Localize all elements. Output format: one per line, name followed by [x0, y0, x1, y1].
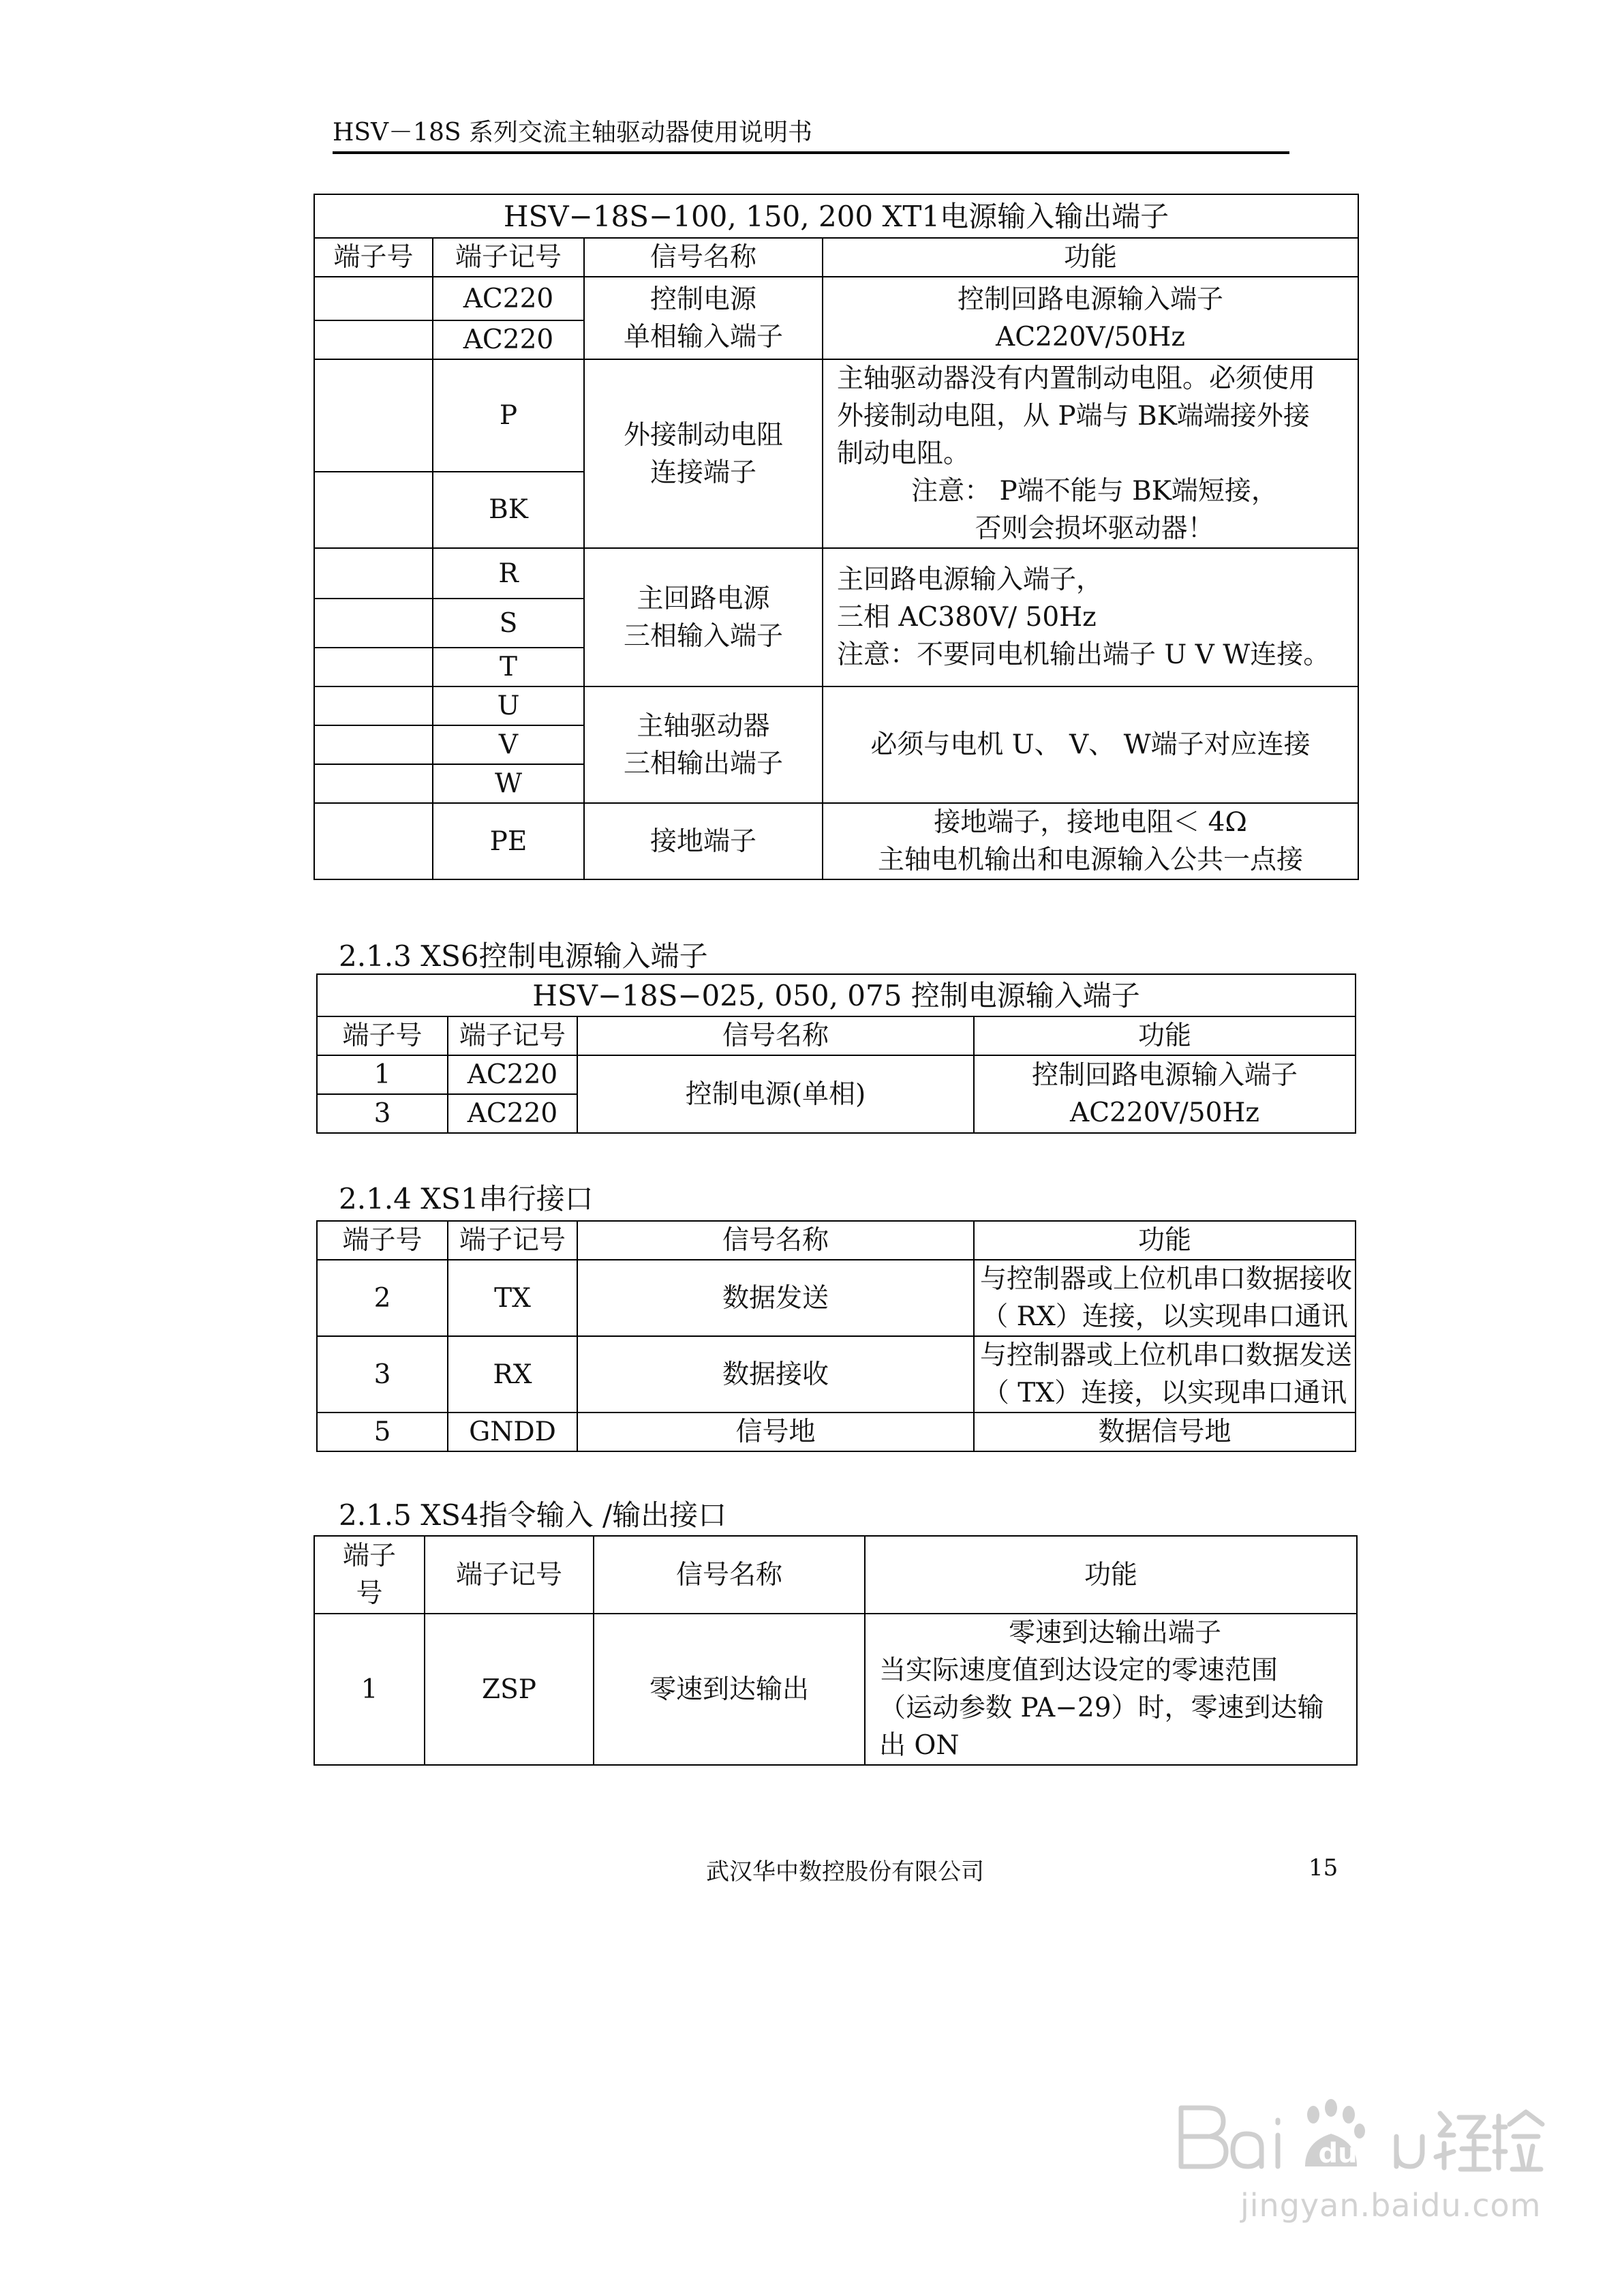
xs1-serial-table — [316, 1220, 1356, 1452]
function-cell: 接地端子，接地电阻＜ 4Ω 主轴电机输出和电源输入公共一点接 — [823, 803, 1358, 879]
terminal-mark-cell: BK — [433, 472, 584, 548]
signal-name-cell: 信号地 — [577, 1413, 974, 1451]
signal-name-cell: 数据发送 — [577, 1260, 974, 1336]
signal-name-cell: 数据接收 — [577, 1336, 974, 1413]
section-title-2-1-5: 2.1.5 XS4指令输入 /输出接口 — [339, 1498, 727, 1532]
terminal-number-cell — [314, 725, 433, 764]
column-header: 信号名称 — [584, 238, 823, 277]
terminal-mark-cell: T — [433, 648, 584, 686]
terminal-number-cell: 2 — [317, 1260, 448, 1336]
table-caption: HSV−18S−025, 050, 075 控制电源输入端子 — [317, 974, 1356, 1016]
page-number: 15 — [1309, 1854, 1338, 1882]
terminal-number-cell — [314, 648, 433, 686]
signal-name-cell: 零速到达输出 — [594, 1614, 865, 1765]
terminal-mark-cell: P — [433, 359, 584, 472]
terminal-mark-cell: TX — [448, 1260, 577, 1336]
column-header: 功能 — [974, 1016, 1356, 1055]
signal-name-cell: 主轴驱动器 三相输出端子 — [584, 686, 823, 803]
column-header: 信号名称 — [594, 1536, 865, 1614]
xs4-io-table — [313, 1535, 1358, 1766]
signal-name-cell: 控制电源 单相输入端子 — [584, 277, 823, 359]
column-header: 端子号 — [317, 1221, 448, 1260]
section-title-2-1-4: 2.1.4 XS1串行接口 — [339, 1182, 594, 1215]
terminal-mark-cell: U — [433, 686, 584, 725]
column-header: 端子号 — [317, 1016, 448, 1055]
signal-name-cell: 主回路电源 三相输入端子 — [584, 548, 823, 686]
terminal-mark-cell: RX — [448, 1336, 577, 1413]
terminal-number-cell — [314, 548, 433, 599]
column-header: 端子号 — [314, 1536, 425, 1614]
function-cell: 必须与电机 U、 V、 W端子对应连接 — [823, 686, 1358, 803]
footer-company: 武汉华中数控股份有限公司 — [706, 1858, 984, 1886]
terminal-number-cell: 5 — [317, 1413, 448, 1451]
column-header: 功能 — [865, 1536, 1357, 1614]
watermark-url: jingyan.baidu.com — [1240, 2187, 1542, 2224]
section-title-2-1-3: 2.1.3 XS6控制电源输入端子 — [339, 939, 708, 973]
terminal-mark-cell: ZSP — [425, 1614, 594, 1765]
terminal-number-cell — [314, 472, 433, 548]
column-header: 功能 — [823, 238, 1358, 277]
column-header: 信号名称 — [577, 1016, 974, 1055]
terminal-mark-cell: W — [433, 764, 584, 803]
column-header: 功能 — [974, 1221, 1356, 1260]
terminal-mark-cell: GNDD — [448, 1413, 577, 1451]
function-cell: 控制回路电源输入端子 AC220V/50Hz — [974, 1055, 1356, 1133]
terminal-number-cell — [314, 686, 433, 725]
terminal-mark-cell: S — [433, 599, 584, 648]
signal-name-cell: 外接制动电阻 连接端子 — [584, 359, 823, 548]
terminal-mark-cell: AC220 — [433, 277, 584, 320]
terminal-number-cell: 3 — [317, 1336, 448, 1413]
header-rule — [333, 151, 1289, 154]
signal-name-cell: 接地端子 — [584, 803, 823, 879]
terminal-mark-cell: AC220 — [448, 1055, 577, 1094]
column-header: 信号名称 — [577, 1221, 974, 1260]
terminal-number-cell — [314, 359, 433, 472]
column-header: 端子记号 — [448, 1016, 577, 1055]
function-cell: 与控制器或上位机串口数据接收 （ RX）连接，以实现串口通讯 — [974, 1260, 1356, 1336]
function-cell: 与控制器或上位机串口数据发送 （ TX）连接，以实现串口通讯 — [974, 1336, 1356, 1413]
terminal-mark-cell: AC220 — [433, 320, 584, 359]
baidu-jingyan-watermark-logo — [1169, 2086, 1550, 2181]
terminal-number-cell: 1 — [317, 1055, 448, 1094]
svg-text:du: du — [1318, 2138, 1358, 2169]
function-cell: 主轴驱动器没有内置制动电阻。必须使用 外接制动电阻，从 P端与 BK端端接外接 制动电阻。 注意： P端不能与 BK端短接， 否则会损坏驱动器！ — [823, 359, 1358, 548]
function-cell: 零速到达输出端子 当实际速度值到达设定的零速范围 （运动参数 PA−29）时，零速到达输 出 ON — [865, 1614, 1357, 1765]
column-header: 端子记号 — [433, 238, 584, 277]
terminal-number-cell — [314, 320, 433, 359]
terminal-number-cell — [314, 599, 433, 648]
terminal-number-cell: 3 — [317, 1094, 448, 1133]
terminal-number-cell — [314, 277, 433, 320]
function-cell: 控制回路电源输入端子 AC220V/50Hz — [823, 277, 1358, 359]
terminal-number-cell: 1 — [314, 1614, 425, 1765]
xs6-terminal-table — [316, 973, 1356, 1134]
document-header-title: HSV－18S 系列交流主轴驱动器使用说明书 — [333, 119, 812, 147]
column-header: 端子记号 — [448, 1221, 577, 1260]
function-cell: 数据信号地 — [974, 1413, 1356, 1451]
column-header: 端子号 — [314, 238, 433, 277]
function-cell: 主回路电源输入端子， 三相 AC380V/ 50Hz 注意：不要同电机输出端子 U V W连接。 — [823, 548, 1358, 686]
terminal-mark-cell: V — [433, 725, 584, 764]
terminal-number-cell — [314, 764, 433, 803]
terminal-mark-cell: AC220 — [448, 1094, 577, 1133]
table-caption: HSV−18S−100, 150, 200 XT1电源输入输出端子 — [314, 194, 1358, 238]
column-header: 端子记号 — [425, 1536, 594, 1614]
signal-name-cell: 控制电源(单相) — [577, 1055, 974, 1133]
terminal-mark-cell: PE — [433, 803, 584, 879]
terminal-mark-cell: R — [433, 548, 584, 599]
xt1-terminal-table — [313, 194, 1359, 880]
terminal-number-cell — [314, 803, 433, 879]
